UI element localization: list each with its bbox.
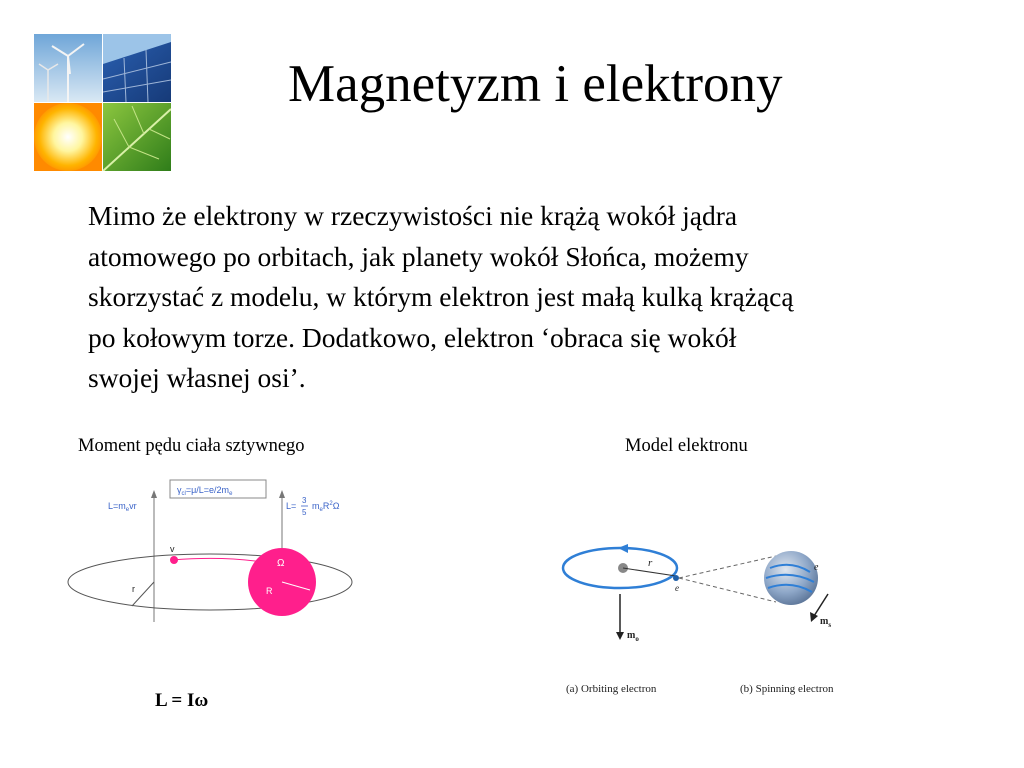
radius-line <box>132 582 154 606</box>
leaf-tile <box>103 103 171 171</box>
orbiting-particle <box>170 556 178 564</box>
electron-model-diagram <box>548 532 878 707</box>
svg-text:3: 3 <box>302 496 307 505</box>
sphere-radius-label: R <box>266 586 273 596</box>
caption-electron-model: Model elektronu <box>625 436 748 456</box>
body-paragraph <box>88 196 988 399</box>
gyromagnetic-ratio-label: $\gamma_{cl}=\mu/L=e/2m_e$ <box>177 485 233 497</box>
paragraph-line: atomowego po orbitach, jak planety wokół Słońca, możemy <box>88 240 749 272</box>
sphere-l-formula <box>286 496 340 517</box>
caption-rigid-body: Moment pędu ciała sztywnego <box>78 436 305 456</box>
orbital-moment-label: $m_o$ <box>627 630 639 643</box>
sphere-omega-label: Ω <box>277 558 285 569</box>
paragraph-line: po kołowym torze. Dodatkowo, elektron ‘obraca się wokół <box>88 321 737 353</box>
spinning-electron <box>764 551 818 605</box>
paragraph-line: Mimo że elektrony w rzeczywistości nie krążą wokół jądra <box>88 200 738 231</box>
wind-turbine-tile <box>34 34 102 102</box>
orbit-radius-label: r <box>648 557 653 569</box>
svg-text:L=: L= <box>286 501 297 511</box>
caption-orbiting: (a) Orbiting electron <box>566 683 657 695</box>
svg-text:5: 5 <box>302 508 307 517</box>
orbit-electron-label: e <box>675 583 679 593</box>
angular-momentum-formula: L = Iω <box>155 690 209 711</box>
spin-moment-arrow <box>814 594 828 616</box>
energy-logo <box>34 34 171 171</box>
solar-panel-tile <box>103 34 171 102</box>
angular-momentum-diagram <box>62 470 372 630</box>
paragraph-line: swojej własnej osi’. <box>88 362 306 393</box>
velocity-label: v <box>170 544 175 554</box>
orbit-l-formula: $L=m_evr$ <box>108 501 137 513</box>
spin-electron-label: e <box>814 562 819 573</box>
orbiting-electron <box>673 575 679 581</box>
svg-text:meR2Ω: $m_eR^2\Omega$ <box>312 501 340 513</box>
sun-tile <box>34 103 102 171</box>
slide-title: Magnetyzm i elektrony <box>288 55 783 113</box>
spin-moment-label: $m_s$ <box>820 616 832 629</box>
radius-label: r <box>132 584 135 594</box>
paragraph-line: skorzystać z modelu, w którym elektron jest małą kulką krążącą <box>88 281 794 312</box>
caption-spinning: (b) Spinning electron <box>740 683 834 695</box>
